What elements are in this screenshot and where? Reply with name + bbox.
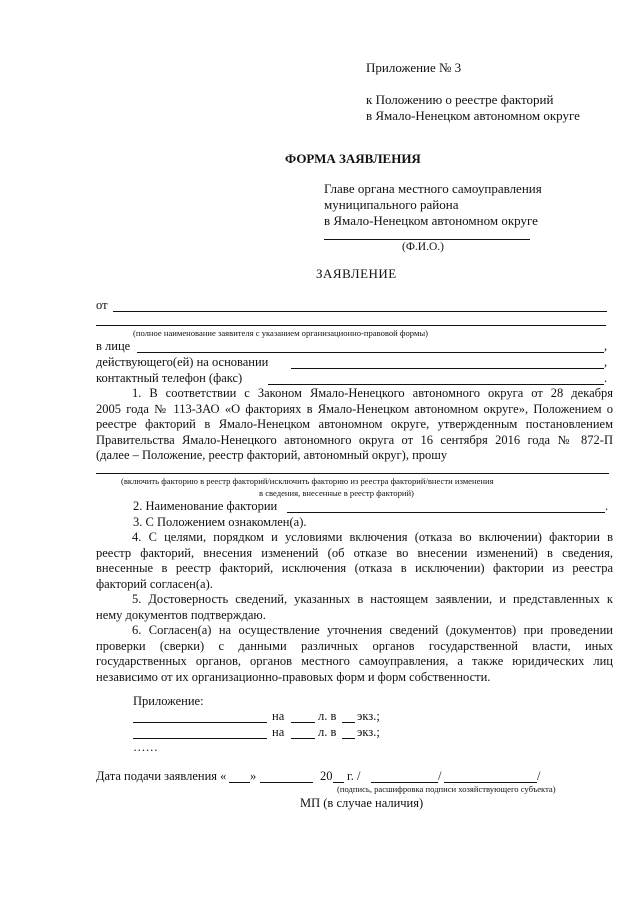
attachment-1-sheets-label: л. в xyxy=(318,709,337,723)
item-1-line: Правительства Ямало-Ненецкого автономного округа от 16 сентября 2016 года № 872-П xyxy=(96,432,613,447)
item-5-line: нему документов подтверждаю. xyxy=(96,607,266,622)
applicant-name-field[interactable] xyxy=(113,311,607,312)
attachment-2-na: на xyxy=(272,725,285,739)
attachments-label: Приложение: xyxy=(133,694,204,708)
basis-field[interactable] xyxy=(291,368,604,369)
item-5-paragraph xyxy=(96,592,613,623)
date-day-field[interactable] xyxy=(229,782,250,783)
appendix-reference-line2: в Ямало-Ненецком автономном округе xyxy=(366,108,580,123)
signature-name-field[interactable] xyxy=(444,782,537,783)
attachment-2-name-field[interactable] xyxy=(133,738,267,739)
attachment-2-copies-field[interactable] xyxy=(342,738,355,739)
appendix-number: Приложение № 3 xyxy=(366,60,462,75)
item-6-line: государственных органов, органов местного самоуправления, а также юридических лиц xyxy=(96,654,613,669)
attachment-1-copies-label: экз.; xyxy=(357,709,380,723)
attachment-2-copies-label: экз.; xyxy=(357,725,380,739)
phone-field[interactable] xyxy=(268,384,604,385)
year-prefix: 20 xyxy=(320,769,333,783)
phone-label: контактный телефон (факс) xyxy=(96,371,243,385)
item-3-text: 3. С Положением ознакомлен(а). xyxy=(133,515,307,529)
appendix-reference-line1: к Положению о реестре факторий xyxy=(366,92,554,107)
attachment-2-sheets-label: л. в xyxy=(318,725,337,739)
phone-period: . xyxy=(604,371,608,385)
request-action-field[interactable] xyxy=(96,473,609,474)
item-1-line: реестре факторий в Ямало-Ненецком автономном округе, утвержденным постановлением xyxy=(96,417,613,432)
addressee-line1: Главе органа местного самоуправления xyxy=(324,181,542,196)
attachment-2-sheets-field[interactable] xyxy=(291,738,315,739)
item-1-paragraph xyxy=(96,386,613,464)
attachment-1-name-field[interactable] xyxy=(133,722,267,723)
signature-slash-end: / xyxy=(537,769,541,783)
attachments-ellipsis: …… xyxy=(133,740,158,754)
applicant-name-field-line2[interactable] xyxy=(96,325,606,326)
representative-field[interactable] xyxy=(137,352,604,353)
date-year-field[interactable] xyxy=(333,782,344,783)
attachment-1-sheets-field[interactable] xyxy=(291,722,315,723)
item-4-line: внесенные в реестр факторий, исключения (отказа в исключении) фактории из реестра xyxy=(96,561,613,576)
item-2-label: 2. Наименование фактории xyxy=(133,499,278,513)
item-1-line: (далее – Положение, реестр факторий, автономный округ), прошу xyxy=(96,448,448,463)
attachment-1-copies-field[interactable] xyxy=(342,722,355,723)
item-4-line: факторий согласен(а). xyxy=(96,576,213,591)
addressee-line2: муниципального района xyxy=(324,197,459,212)
item-6-line: независимо от их организационно-правовых форм и форм собственности. xyxy=(96,669,491,684)
request-caption-line2: в сведения, внесенные в реестр факторий) xyxy=(259,488,414,498)
basis-comma: , xyxy=(604,355,608,369)
item-6-line: 6. Согласен(а) на осуществление уточнения сведений (документов) при проведении xyxy=(132,623,613,637)
year-suffix: г. / xyxy=(347,769,361,783)
item-2-period: . xyxy=(605,499,609,513)
applicant-caption: (полное наименование заявителя с указанием организационно-правовой формы) xyxy=(133,328,429,338)
item-1-line: 1. В соответствии с Законом Ямало-Ненецкого автономного округа от 28 декабря xyxy=(132,386,613,400)
date-close-quote: » xyxy=(250,769,257,783)
from-label: от xyxy=(96,298,108,312)
item-4-paragraph xyxy=(96,530,613,592)
fio-caption: (Ф.И.О.) xyxy=(402,241,444,253)
document-title: ЗАЯВЛЕНИЕ xyxy=(316,266,397,281)
form-title: ФОРМА ЗАЯВЛЕНИЯ xyxy=(285,151,421,166)
item-4-line: реестр факторий, внесения изменений (об отказе во внесении изменений) в сведения, xyxy=(96,545,613,560)
signature-slash: / xyxy=(438,769,442,783)
person-label: в лице xyxy=(96,339,131,353)
request-caption-line1: (включить факторию в реестр факторий/исключить факторию из реестра факторий/внести изменения xyxy=(121,476,494,486)
item-1-line: 2005 года № 113-ЗАО «О факториях в Ямало-Ненецком автономном округе», Положением о xyxy=(96,401,613,416)
addressee-line3: в Ямало-Ненецком автономном округе xyxy=(324,213,538,228)
item-6-line: проверки (сверки) с данными различных органов государственной власти, иных xyxy=(96,638,613,653)
basis-label: действующего(ей) на основании xyxy=(96,355,269,369)
item-4-line: 4. С целями, порядком и условиями включения (отказа во включении) фактории в xyxy=(132,530,613,544)
factory-name-field[interactable] xyxy=(287,512,605,513)
stamp-label: МП (в случае наличия) xyxy=(300,796,424,810)
date-month-field[interactable] xyxy=(260,782,313,783)
item-6-paragraph xyxy=(96,623,613,685)
signature-field[interactable] xyxy=(371,782,438,783)
signature-caption: (подпись, расшифровка подписи хозяйствующего субъекта) xyxy=(337,784,556,794)
person-comma: , xyxy=(604,339,608,353)
attachment-1-na: на xyxy=(272,709,285,723)
date-label: Дата подачи заявления « xyxy=(96,769,227,783)
item-5-line: 5. Достоверность сведений, указанных в настоящем заявлении, и представленных к xyxy=(132,592,613,606)
